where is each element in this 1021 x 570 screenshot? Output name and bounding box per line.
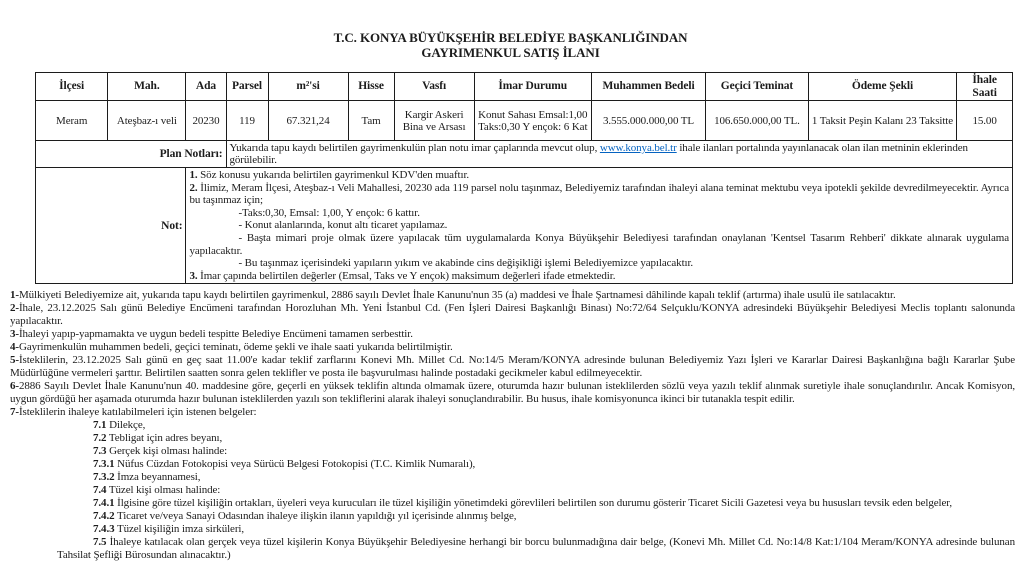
- not-line-4: - Konut alanlarında, konut altı ticaret yapılamaz.: [238, 219, 448, 232]
- sub-item-7-1: 7.1 Dilekçe,: [93, 419, 146, 432]
- title-line-2: GAYRIMENKUL SATIŞ İLANI: [421, 45, 600, 60]
- plan-notlari-row: [36, 141, 1013, 168]
- not-content: [186, 168, 1013, 284]
- list-item-5: 5-İsteklilerin, 23.12.2025 Salı günü en geç saat 11.00'e kadar teklif zarflarını Konevi Mh. Millet Cd. No:14/5 Meram/KONYA adresinde bulunan Belediyemiz Yazı İşleri ve Kararlar Dairesi Başkanlığına bağlı Kararlar Şube Müdürlüğüne vermeleri şarttır. Belirtilen saatten sonra gelen teklifler ve posta ile başvurulması halinde postadaki gecikmeler kabul edilmeyecektir.: [10, 354, 1015, 380]
- col-header-ihale-saati: İhale Saati: [957, 73, 1013, 101]
- plan-notlari-text: [226, 141, 1013, 168]
- sub-item-7-2: 7.2 Tebligat için adres beyanı,: [93, 432, 223, 445]
- list-item-4: 4-Gayrimenkulün muhammen bedeli, geçici teminatı, ödeme şekli ve ihale saati yukarıda belirtilmiştir.: [10, 341, 453, 354]
- sub-item-7-4-3: 7.4.3 Tüzel kişiliğin imza sirküleri,: [93, 523, 245, 536]
- not-line-5: - Başta mimari proje olmak üzere yapılacak tüm uygulamalarda Konya Büyükşehir Belediyesi tarafından onaylanan 'Kentsel Tasarım Rehberi' dikkate alınarak uygulama yapılacaktır.: [189, 231, 1009, 257]
- cell-hisse: Tam: [348, 101, 394, 141]
- page-title: [0, 30, 1021, 60]
- ilan-document: [0, 30, 1021, 570]
- cell-ilcesi: Meram: [36, 101, 108, 141]
- cell-parsel: 119: [226, 101, 268, 141]
- col-header-muhammen-bedeli: Muhammen Bedeli: [591, 73, 705, 101]
- plan-text-after: ihale ilanları portalında yayınlanacak olan ilan metninin eklerinden görülebilir.: [229, 142, 968, 166]
- sub-item-7-4: 7.4 Tüzel kişi olması halinde:: [93, 484, 221, 497]
- sub-item-7-5: 7.5 İhaleye katılacak olan gerçek veya tüzel kişilerin Konya Büyükşehir Belediyesine herhangi bir borcu bulunmadığına dair belge, (Konevi Mh. Millet Cd. No:14/8 Kat:1/104 Meram/KONYA adresinde bulunan Tahsilat Şefliği Bürosundan alınacaktır.): [57, 536, 1015, 562]
- col-header-imar-durumu: İmar Durumu: [474, 73, 591, 101]
- title-line-1: T.C. KONYA BÜYÜKŞEHİR BELEDİYE BAŞKANLIĞINDAN: [333, 30, 688, 45]
- cell-vasfi: Kargir Askeri Bina ve Arsası: [394, 101, 474, 141]
- col-header-parsel: Parsel: [226, 73, 268, 101]
- cell-gecici-teminat: 106.650.000,00 TL.: [706, 101, 809, 141]
- not-line-7: 3. İmar çapında belirtilen değerler (Emsal, Taks ve Y ençok) maksimum değerleri ifade etmektedir.: [189, 269, 616, 282]
- cell-ada: 20230: [186, 101, 226, 141]
- konya-portal-link[interactable]: www.konya.bel.tr: [599, 142, 677, 154]
- col-header-vasfi: Vasfı: [394, 73, 474, 101]
- cell-odeme-sekli: 1 Taksit Peşin Kalanı 23 Taksitte: [808, 101, 957, 141]
- not-line-2: 2. İlimiz, Meram İlçesi, Ateşbaz-ı Veli Mahallesi, 20230 ada 119 parsel nolu taşınmaz, Belediyemiz tarafından ihaleyi alana teminat mektubu veya ipotekli şekilde devredilmeyecektir. Ayrıca bu taşınmaz için;: [189, 181, 1009, 207]
- list-item-2: 2-İhale, 23.12.2025 Salı günü Belediye Encümeni tarafından Horozluhan Mh. Yeni İstanbul Cd. (Fen İşleri Dairesi Başkanlığı Binası) No:72/64 Selçuklu/KONYA adresindeki Büyükşehir Belediyesi Meclis toplantı salonunda yapılacaktır.: [10, 302, 1015, 328]
- sub-item-7-3-2: 7.3.2 İmza beyannamesi,: [93, 471, 201, 484]
- sub-item-7-4-1: 7.4.1 İlgisine göre tüzel kişiliğin ortakları, üyeleri veya kurucuları ile tüzel kişiliğin yönetimdeki görevlileri belirtilen son durumu gösterir Ticaret Sicili Gazetesi veya bu hususları tevsik eden belgeler,: [93, 497, 953, 510]
- sub-item-7-3-1: 7.3.1 Nüfus Cüzdan Fotokopisi veya Sürücü Belgesi Fotokopisi (T.C. Kimlik Numaralı),: [93, 458, 476, 471]
- plan-text-before: Yukarıda tapu kaydı belirtilen gayrimenkulün plan notu imar çaplarında mevcut olup,: [229, 142, 600, 154]
- sub-item-7-4-2: 7.4.2 Ticaret ve/veya Sanayi Odasından ihaleye ilişkin ilanın yapıldığı yıl içerisinde alınmış belge,: [93, 510, 517, 523]
- not-line-6: - Bu taşınmaz içerisindeki yapıların yıkım ve akabinde cins değişikliği işlemi Belediyemizce yapılacaktır.: [238, 257, 694, 270]
- list-item-3: 3-İhaleyi yapıp-yapmamakta ve uygun bedeli tespitte Belediye Encümeni tamamen serbesttir.: [10, 328, 413, 341]
- cell-m2: 67.321,24: [268, 101, 348, 141]
- cell-imar-durumu: Konut Sahası Emsal:1,00 Taks:0,30 Y ençok: 6 Kat: [474, 101, 591, 141]
- cell-muhammen-bedeli: 3.555.000.000,00 TL: [591, 101, 705, 141]
- plan-notlari-label: Plan Notları:: [36, 141, 227, 168]
- list-item-6: 6-2886 Sayılı Devlet İhale Kanunu'nun 40. maddesine göre, geçerli en yüksek teklifin altında olmamak üzere, oturumda hazır bulunan isteklilerden sözlü veya yazılı teklif alınmak suretiyle ihale sonuçlandırılır. Ancak Komisyon, uygun gördüğü her aşamada oturumda hazır bulunan isteklilerden yazılı son tekliflerini alarak ihaleyi sonuçlandırabilir. Bu husus, ihale komisyonunca ikinci bir tutanakla tespit edilir.: [10, 380, 1015, 406]
- not-label: Not:: [36, 168, 186, 284]
- header-row: [36, 73, 1013, 101]
- not-row: [36, 168, 1013, 284]
- sub-item-7-3: 7.3 Gerçek kişi olması halinde:: [93, 445, 228, 458]
- listing-table: [35, 72, 1013, 284]
- list-item-7: 7-İsteklilerin ihaleye katılabilmeleri için istenen belgeler:: [10, 406, 257, 419]
- col-header-ada: Ada: [186, 73, 226, 101]
- conditions-list: [10, 289, 1015, 562]
- col-header-gecici-teminat: Geçici Teminat: [706, 73, 809, 101]
- col-header-ilcesi: İlçesi: [36, 73, 108, 101]
- not-line-3: -Taks:0,30, Emsal: 1,00, Y ençok: 6 kattır.: [238, 206, 420, 219]
- col-header-odeme-sekli: Ödeme Şekli: [808, 73, 957, 101]
- col-header-mah: Mah.: [108, 73, 186, 101]
- cell-ihale-saati: 15.00: [957, 101, 1013, 141]
- table-row: [36, 101, 1013, 141]
- list-item-1: 1-Mülkiyeti Belediyemize ait, yukarıda tapu kaydı belirtilen gayrimenkul, 2886 sayılı Devlet İhale Kanunu'nun 35 (a) maddesi ve İhale Şartnamesi dâhilinde kapalı teklif (artırma) ihale usulü ile satılacaktır.: [10, 289, 896, 302]
- cell-mah: Ateşbaz-ı veli: [108, 101, 186, 141]
- not-line-1: 1. Söz konusu yukarıda belirtilen gayrimenkul KDV'den muaftır.: [189, 169, 470, 181]
- col-header-hisse: Hisse: [348, 73, 394, 101]
- col-header-m2: m²'si: [268, 73, 348, 101]
